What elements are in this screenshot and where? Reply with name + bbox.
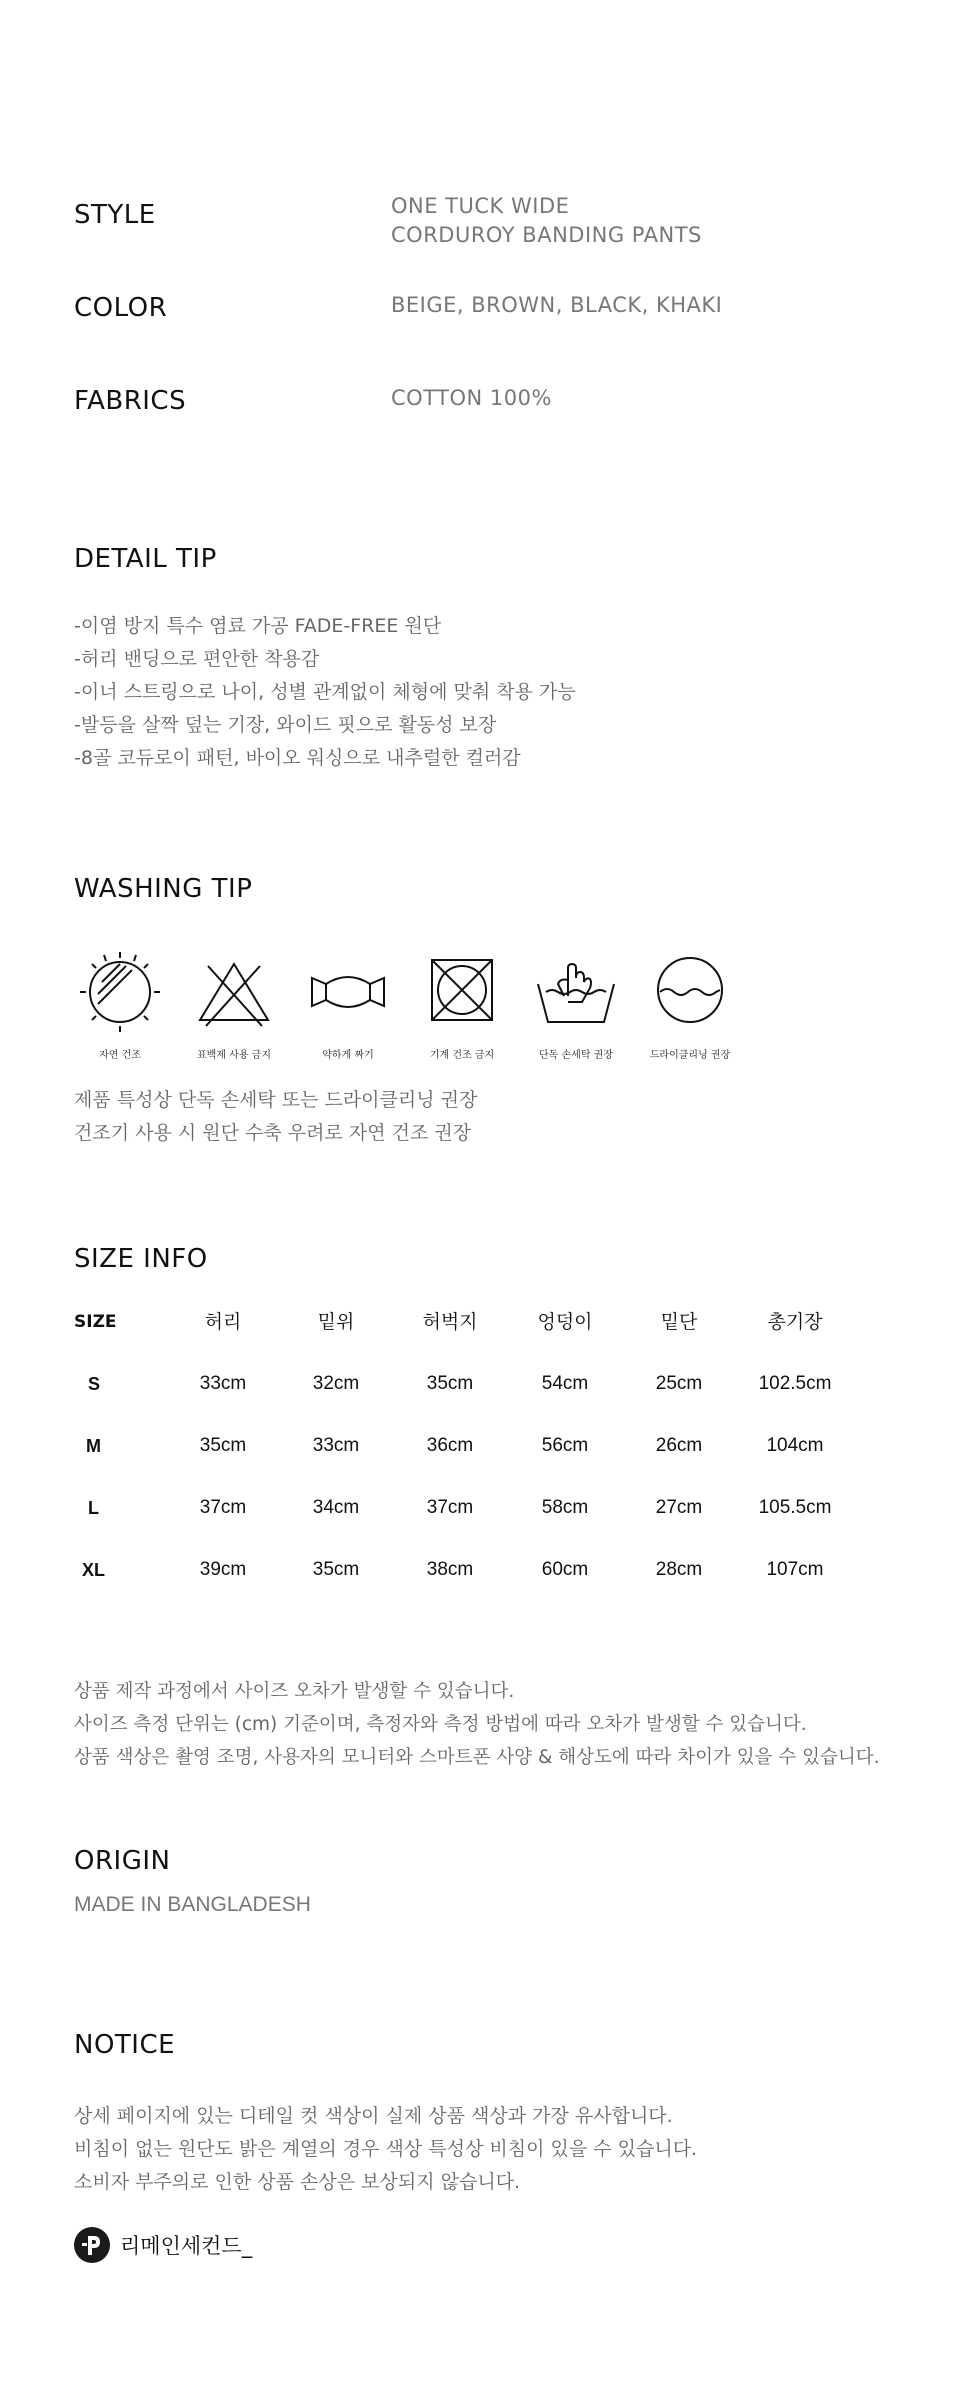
hip-cell: 60cm	[541, 1559, 589, 1580]
detail-tip-line: -허리 밴딩으로 편안한 착용감	[74, 648, 320, 670]
column-header-thigh: 허벅지	[422, 1311, 478, 1333]
detail-tip-line: -이염 방지 특수 염료 가공 FADE-FREE 원단	[74, 615, 442, 637]
detail-tip-list	[74, 610, 576, 775]
detail-tip-line: -8골 코듀로이 패턴, 바이오 워싱으로 내추럴한 컬러감	[74, 747, 521, 769]
style-value-line1: ONE TUCK WIDE	[391, 194, 570, 218]
size-note-line: 상품 색상은 촬영 조명, 사용자의 모니터와 스마트폰 사양 & 해상도에 따라 차이가 있을 수 있습니다.	[74, 1747, 880, 1768]
wash-label: 단독 손세탁 권장	[539, 1050, 613, 1061]
color-value: BEIGE, BROWN, BLACK, KHAKI	[391, 293, 723, 317]
washing-notes	[74, 1084, 477, 1150]
detail-tip-line: -발등을 살짝 덮는 기장, 와이드 핏으로 활동성 보장	[74, 714, 497, 736]
rise-cell: 32cm	[312, 1373, 360, 1394]
thigh-cell: 38cm	[426, 1559, 474, 1580]
hip-cell: 56cm	[541, 1435, 589, 1456]
column-header-hem: 밑단	[660, 1311, 698, 1333]
rise-cell: 35cm	[312, 1559, 360, 1580]
dry-clean-icon	[644, 944, 736, 1036]
size-info-title: SIZE INFO	[74, 1244, 208, 1274]
hand-wash-icon	[530, 944, 622, 1036]
hip-cell: 58cm	[541, 1497, 589, 1518]
thigh-cell: 36cm	[426, 1435, 474, 1456]
hem-cell: 28cm	[655, 1559, 703, 1580]
gentle-wring-icon	[302, 944, 394, 1036]
length-cell: 104cm	[766, 1435, 824, 1456]
wash-label: 드라이클리닝 권장	[649, 1050, 731, 1061]
size-note-line: 상품 제작 과정에서 사이즈 오차가 발생할 수 있습니다.	[74, 1681, 515, 1702]
rise-cell: 33cm	[312, 1435, 360, 1456]
length-cell: 107cm	[766, 1559, 824, 1580]
size-table	[74, 1310, 894, 1620]
brand-name: 리메인세컨드_	[120, 2234, 253, 2258]
column-header-rise: 밑위	[317, 1311, 355, 1333]
wash-item-no-tumble-dry	[406, 944, 518, 1061]
color-label: COLOR	[74, 293, 168, 323]
style-label: STYLE	[74, 200, 156, 230]
thigh-cell: 37cm	[426, 1497, 474, 1518]
table-row	[74, 1558, 894, 1620]
fabrics-label: FABRICS	[74, 386, 187, 416]
length-cell: 105.5cm	[758, 1497, 832, 1518]
style-value-line2: CORDUROY BANDING PANTS	[391, 223, 702, 247]
origin-title: ORIGIN	[74, 1846, 171, 1876]
hip-cell: 54cm	[541, 1373, 589, 1394]
notice-list	[74, 2100, 697, 2199]
size-table-header	[74, 1310, 894, 1372]
origin-value: MADE IN BANGLADESH	[74, 1893, 311, 1916]
style-value	[391, 192, 702, 250]
fabrics-value: COTTON 100%	[391, 386, 552, 410]
column-header-size: SIZE	[74, 1312, 117, 1332]
size-note-line: 사이즈 측정 단위는 (cm) 기준이며, 측정자와 측정 방법에 따라 오차가 발생할 수 있습니다.	[74, 1714, 807, 1735]
wash-item-no-bleach	[178, 944, 290, 1061]
washing-icons	[64, 944, 764, 1064]
hem-cell: 26cm	[655, 1435, 703, 1456]
size-cell: M	[86, 1436, 101, 1456]
waist-cell: 33cm	[199, 1373, 247, 1394]
waist-cell: 37cm	[199, 1497, 247, 1518]
size-cell: XL	[82, 1560, 106, 1580]
wash-item-natural-dry	[64, 944, 176, 1061]
size-cell: S	[88, 1374, 101, 1394]
size-cell: L	[88, 1498, 99, 1518]
wash-label: 자연 건조	[99, 1050, 141, 1061]
column-header-hip: 엉덩이	[537, 1311, 593, 1333]
washing-note-line: 건조기 사용 시 원단 수축 우려로 자연 건조 권장	[74, 1122, 472, 1144]
length-cell: 102.5cm	[758, 1373, 832, 1394]
brand	[74, 2225, 252, 2265]
notice-line: 상세 페이지에 있는 디테일 컷 색상이 실제 상품 색상과 가장 유사합니다.	[74, 2105, 673, 2127]
table-row	[74, 1434, 894, 1496]
wash-item-gentle-wring	[292, 944, 404, 1061]
waist-cell: 35cm	[199, 1435, 247, 1456]
hem-cell: 25cm	[655, 1373, 703, 1394]
washing-tip-title: WASHING TIP	[74, 874, 253, 904]
table-row	[74, 1372, 894, 1434]
no-bleach-icon	[188, 944, 280, 1036]
detail-tip-line: -이너 스트링으로 나이, 성별 관계없이 체형에 맞춰 착용 가능	[74, 681, 576, 703]
thigh-cell: 35cm	[426, 1373, 474, 1394]
wash-label: 기계 건조 금지	[429, 1050, 495, 1061]
notice-line: 비침이 없는 원단도 밝은 계열의 경우 색상 특성상 비침이 있을 수 있습니다.	[74, 2138, 698, 2160]
column-header-waist: 허리	[204, 1311, 242, 1333]
column-header-length: 총기장	[767, 1311, 823, 1333]
waist-cell: 39cm	[199, 1559, 247, 1580]
hem-cell: 27cm	[655, 1497, 703, 1518]
notice-line: 소비자 부주의로 인한 상품 손상은 보상되지 않습니다.	[74, 2171, 521, 2193]
no-tumble-dry-icon	[416, 944, 508, 1036]
notice-title: NOTICE	[74, 2030, 176, 2060]
natural-dry-icon	[74, 944, 166, 1036]
detail-tip-title: DETAIL TIP	[74, 544, 217, 574]
rise-cell: 34cm	[312, 1497, 360, 1518]
size-notes	[74, 1675, 880, 1774]
wash-item-hand-wash	[520, 944, 632, 1061]
table-row	[74, 1496, 894, 1558]
wash-label: 약하게 짜기	[322, 1050, 374, 1061]
wash-label: 표백제 사용 금지	[197, 1050, 271, 1061]
washing-note-line: 제품 특성상 단독 손세탁 또는 드라이클리닝 권장	[74, 1089, 478, 1111]
brand-logo-icon	[74, 2227, 110, 2263]
wash-item-dry-clean	[634, 944, 746, 1061]
